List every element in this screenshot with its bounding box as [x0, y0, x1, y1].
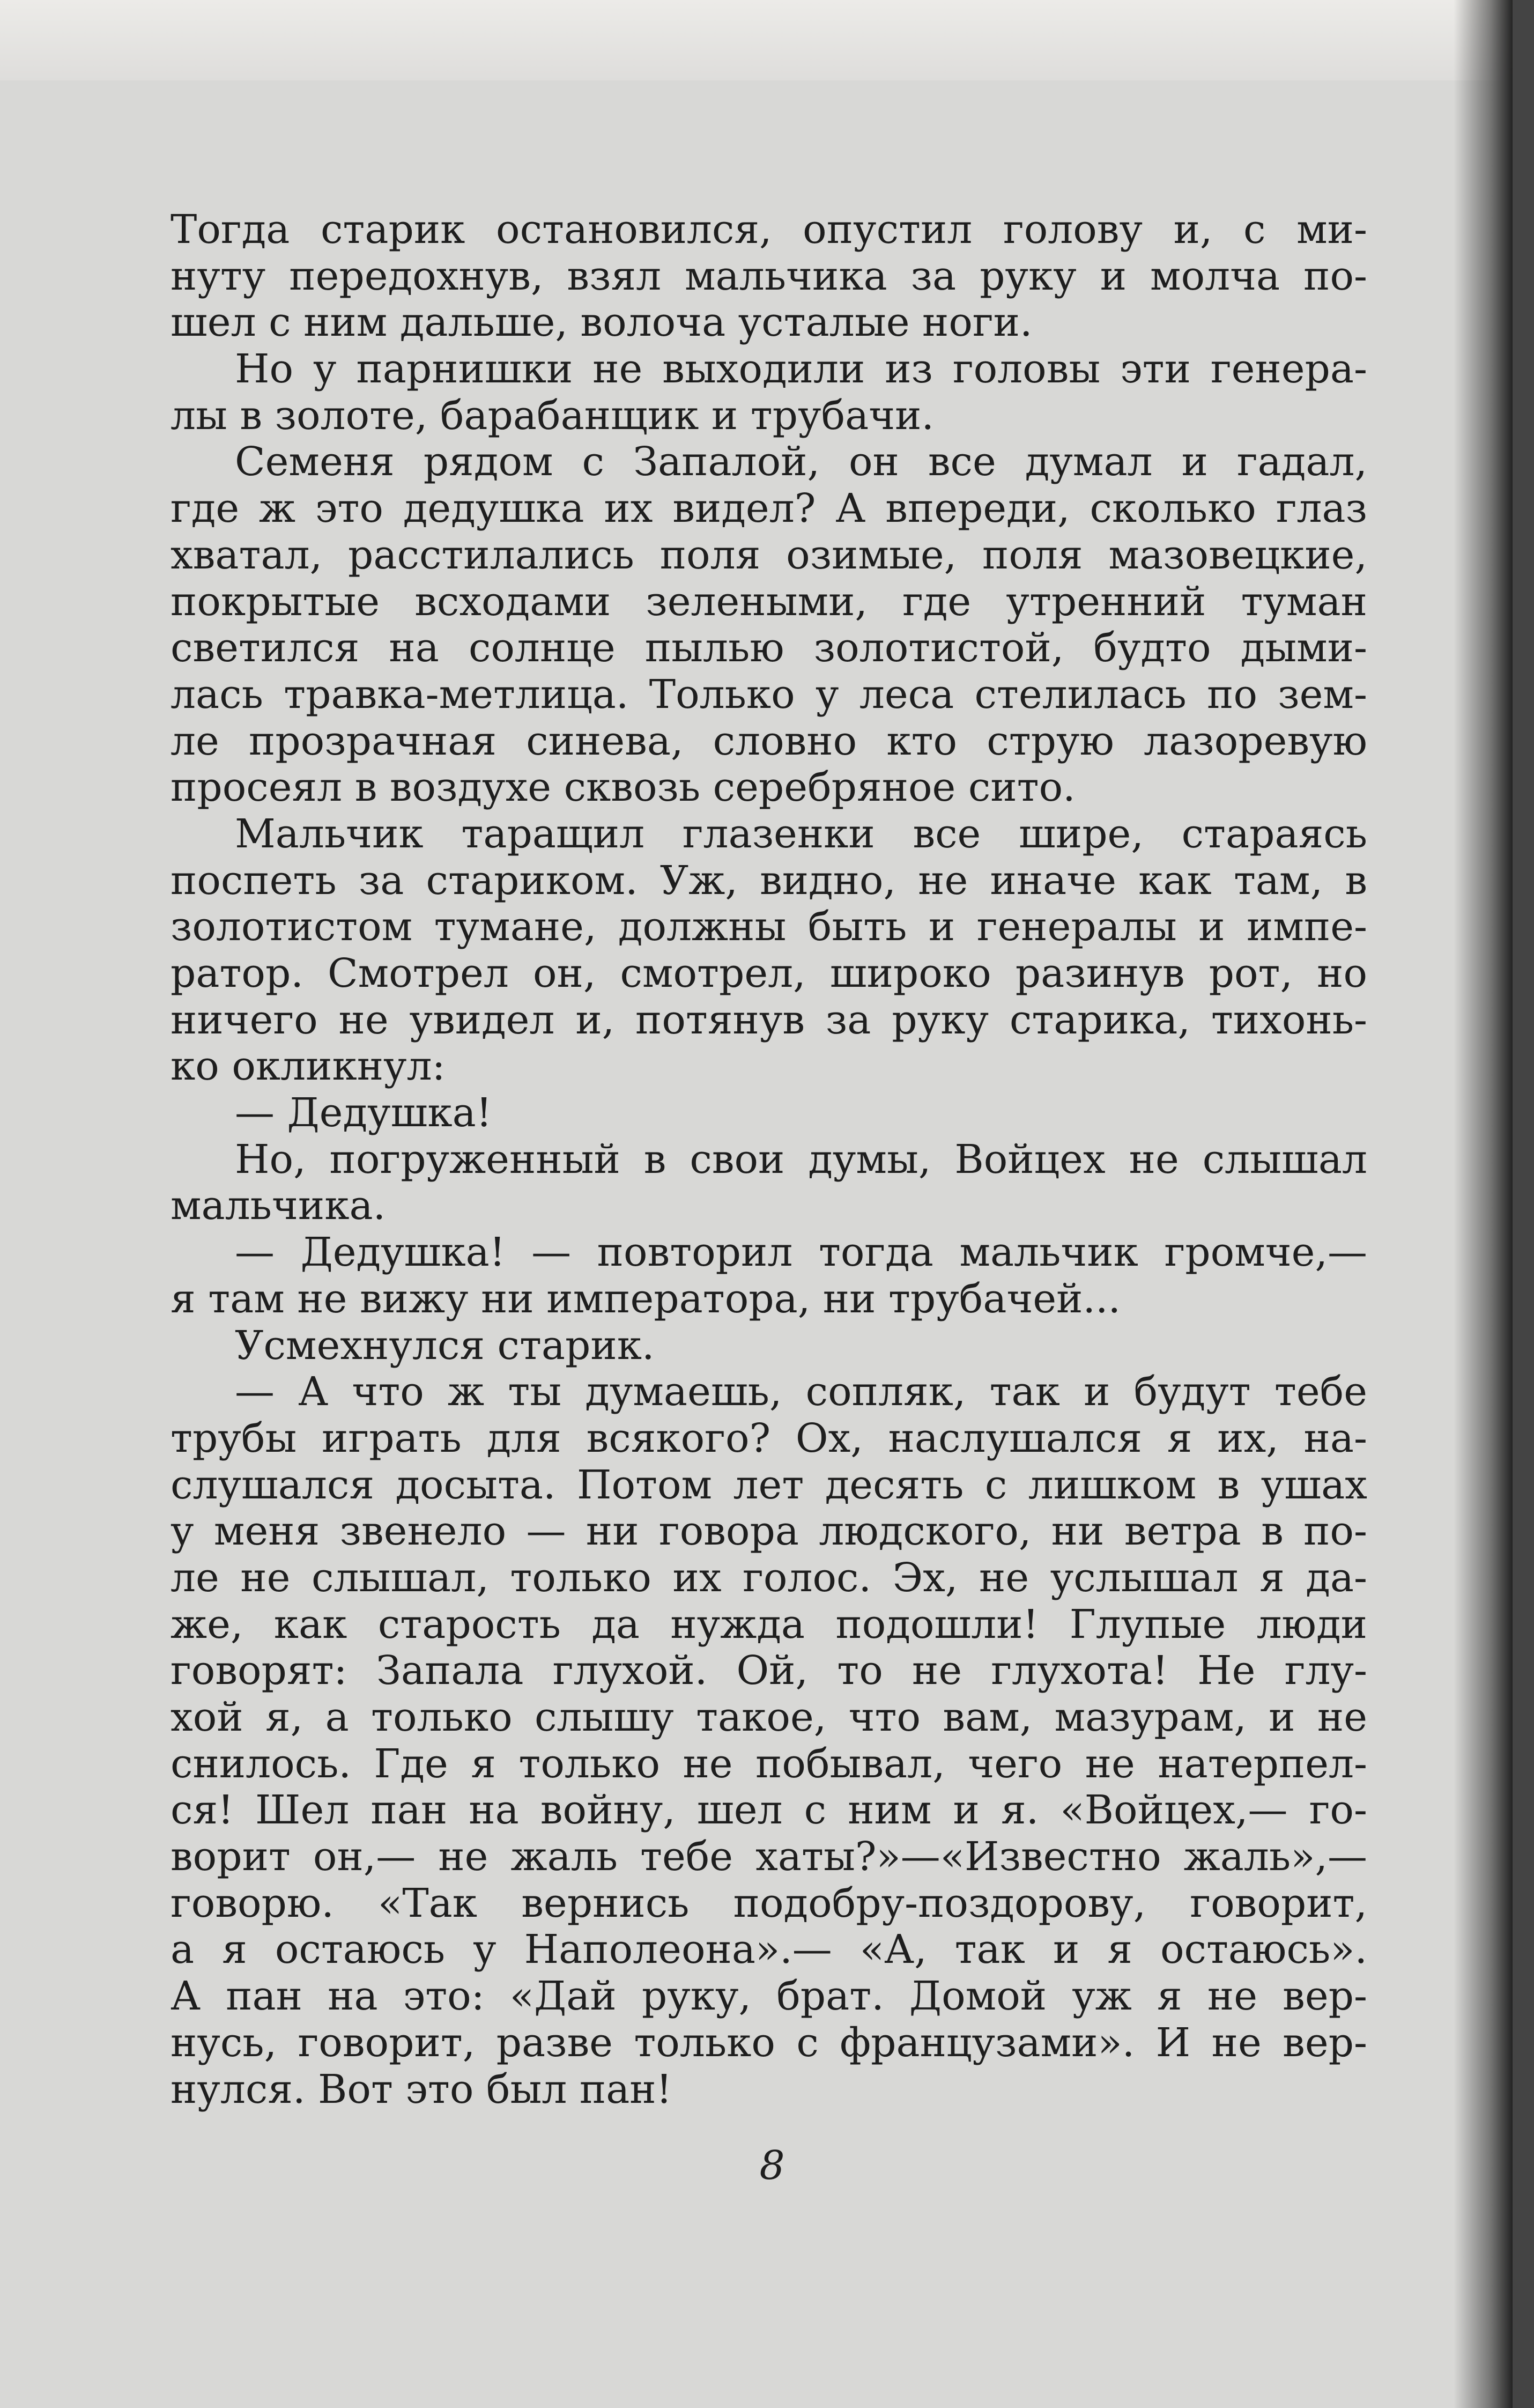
text-line: поспеть за стариком. Уж, видно, не иначе как там, в — [171, 857, 1367, 904]
text-line: просеял в воздухе сквозь серебряное сито. — [171, 764, 1076, 811]
text-line: — Дедушка! — повторил тогда мальчик громче,— — [235, 1229, 1367, 1276]
text-line: ко окликнул: — [171, 1043, 446, 1090]
text-line: у меня звенело — ни говора людского, ни ветра в по- — [171, 1508, 1367, 1555]
text-line: светился на солнце пылью золотистой, будто дыми- — [171, 625, 1367, 671]
body-text — [171, 206, 1367, 2112]
text-line: лы в золоте, барабанщик и трубачи. — [171, 392, 935, 439]
text-line: где ж это дедушка их видел? А впереди, сколько глаз — [171, 485, 1367, 532]
text-line: Но, погруженный в свои думы, Войцех не слышал — [235, 1136, 1367, 1183]
binding-edge — [1513, 0, 1534, 2408]
text-line: Усмехнулся старик. — [235, 1322, 655, 1369]
text-line: говорю. «Так вернись подобру-поздорову, говорит, — [171, 1880, 1367, 1926]
text-line: шел с ним дальше, волоча усталые ноги. — [171, 299, 1033, 346]
text-line: а я остаюсь у Наполеона».— «А, так и я остаюсь». — [171, 1926, 1367, 1973]
text-line: ратор. Смотрел он, смотрел, широко разинув рот, но — [171, 950, 1367, 996]
text-line: нулся. Вот это был пан! — [171, 2066, 672, 2112]
text-line: хой я, а только слышу такое, что вам, мазурам, и не — [171, 1694, 1367, 1740]
text-line: Мальчик таращил глазенки все шире, стараясь — [235, 810, 1367, 857]
text-line: ничего не увидел и, потянув за руку старика, тихонь- — [171, 996, 1367, 1043]
text-line: лась травка-метлица. Только у леса стелилась по зем- — [171, 671, 1367, 718]
scan-top-margin — [0, 0, 1534, 80]
text-line: хватал, расстилались поля озимые, поля мазовецкие, — [171, 531, 1367, 578]
text-line: слушался досыта. Потом лет десять с лишком в ушах — [171, 1461, 1367, 1508]
text-line: говорят: Запала глухой. Ой, то не глухота! Не глу- — [171, 1648, 1367, 1694]
text-line: Тогда старик остановился, опустил голову и, с ми- — [171, 206, 1367, 253]
text-line: ле не слышал, только их голос. Эх, не услышал я да- — [171, 1554, 1367, 1601]
text-line: Но у парнишки не выходили из головы эти генера- — [235, 346, 1367, 393]
text-line: Семеня рядом с Запалой, он все думал и гадал, — [235, 439, 1367, 485]
text-line: мальчика. — [171, 1183, 386, 1229]
text-line: нуту передохнув, взял мальчика за руку и молча по- — [171, 253, 1367, 299]
text-line: ле прозрачная синева, словно кто струю лазоревую — [171, 718, 1367, 764]
text-line: трубы играть для всякого? Ох, наслушался я их, на- — [171, 1415, 1367, 1461]
text-line: — Дедушка! — [235, 1090, 492, 1136]
text-line: же, как старость да нужда подошли! Глупые люди — [171, 1601, 1367, 1648]
text-line: покрытые всходами зелеными, где утренний туман — [171, 578, 1367, 625]
text-line: ворит он,— не жаль тебе хаты?»—«Известно жаль»,— — [171, 1834, 1367, 1880]
text-line: ся! Шел пан на войну, шел с ним и я. «Войцех,— го- — [171, 1787, 1367, 1834]
text-line: нусь, говорит, разве только с французами». И не вер- — [171, 2019, 1367, 2066]
text-line: я там не вижу ни императора, ни трубачей... — [171, 1275, 1121, 1322]
text-line: золотистом тумане, должны быть и генералы и импе- — [171, 904, 1367, 950]
text-line: А пан на это: «Дай руку, брат. Домой уж я не вер- — [171, 1973, 1367, 2020]
text-line: — А что ж ты думаешь, сопляк, так и будут тебе — [235, 1369, 1367, 1415]
text-line: снилось. Где я только не побывал, чего не натерпел- — [171, 1740, 1367, 1787]
page-number: 8 — [759, 2143, 785, 2189]
